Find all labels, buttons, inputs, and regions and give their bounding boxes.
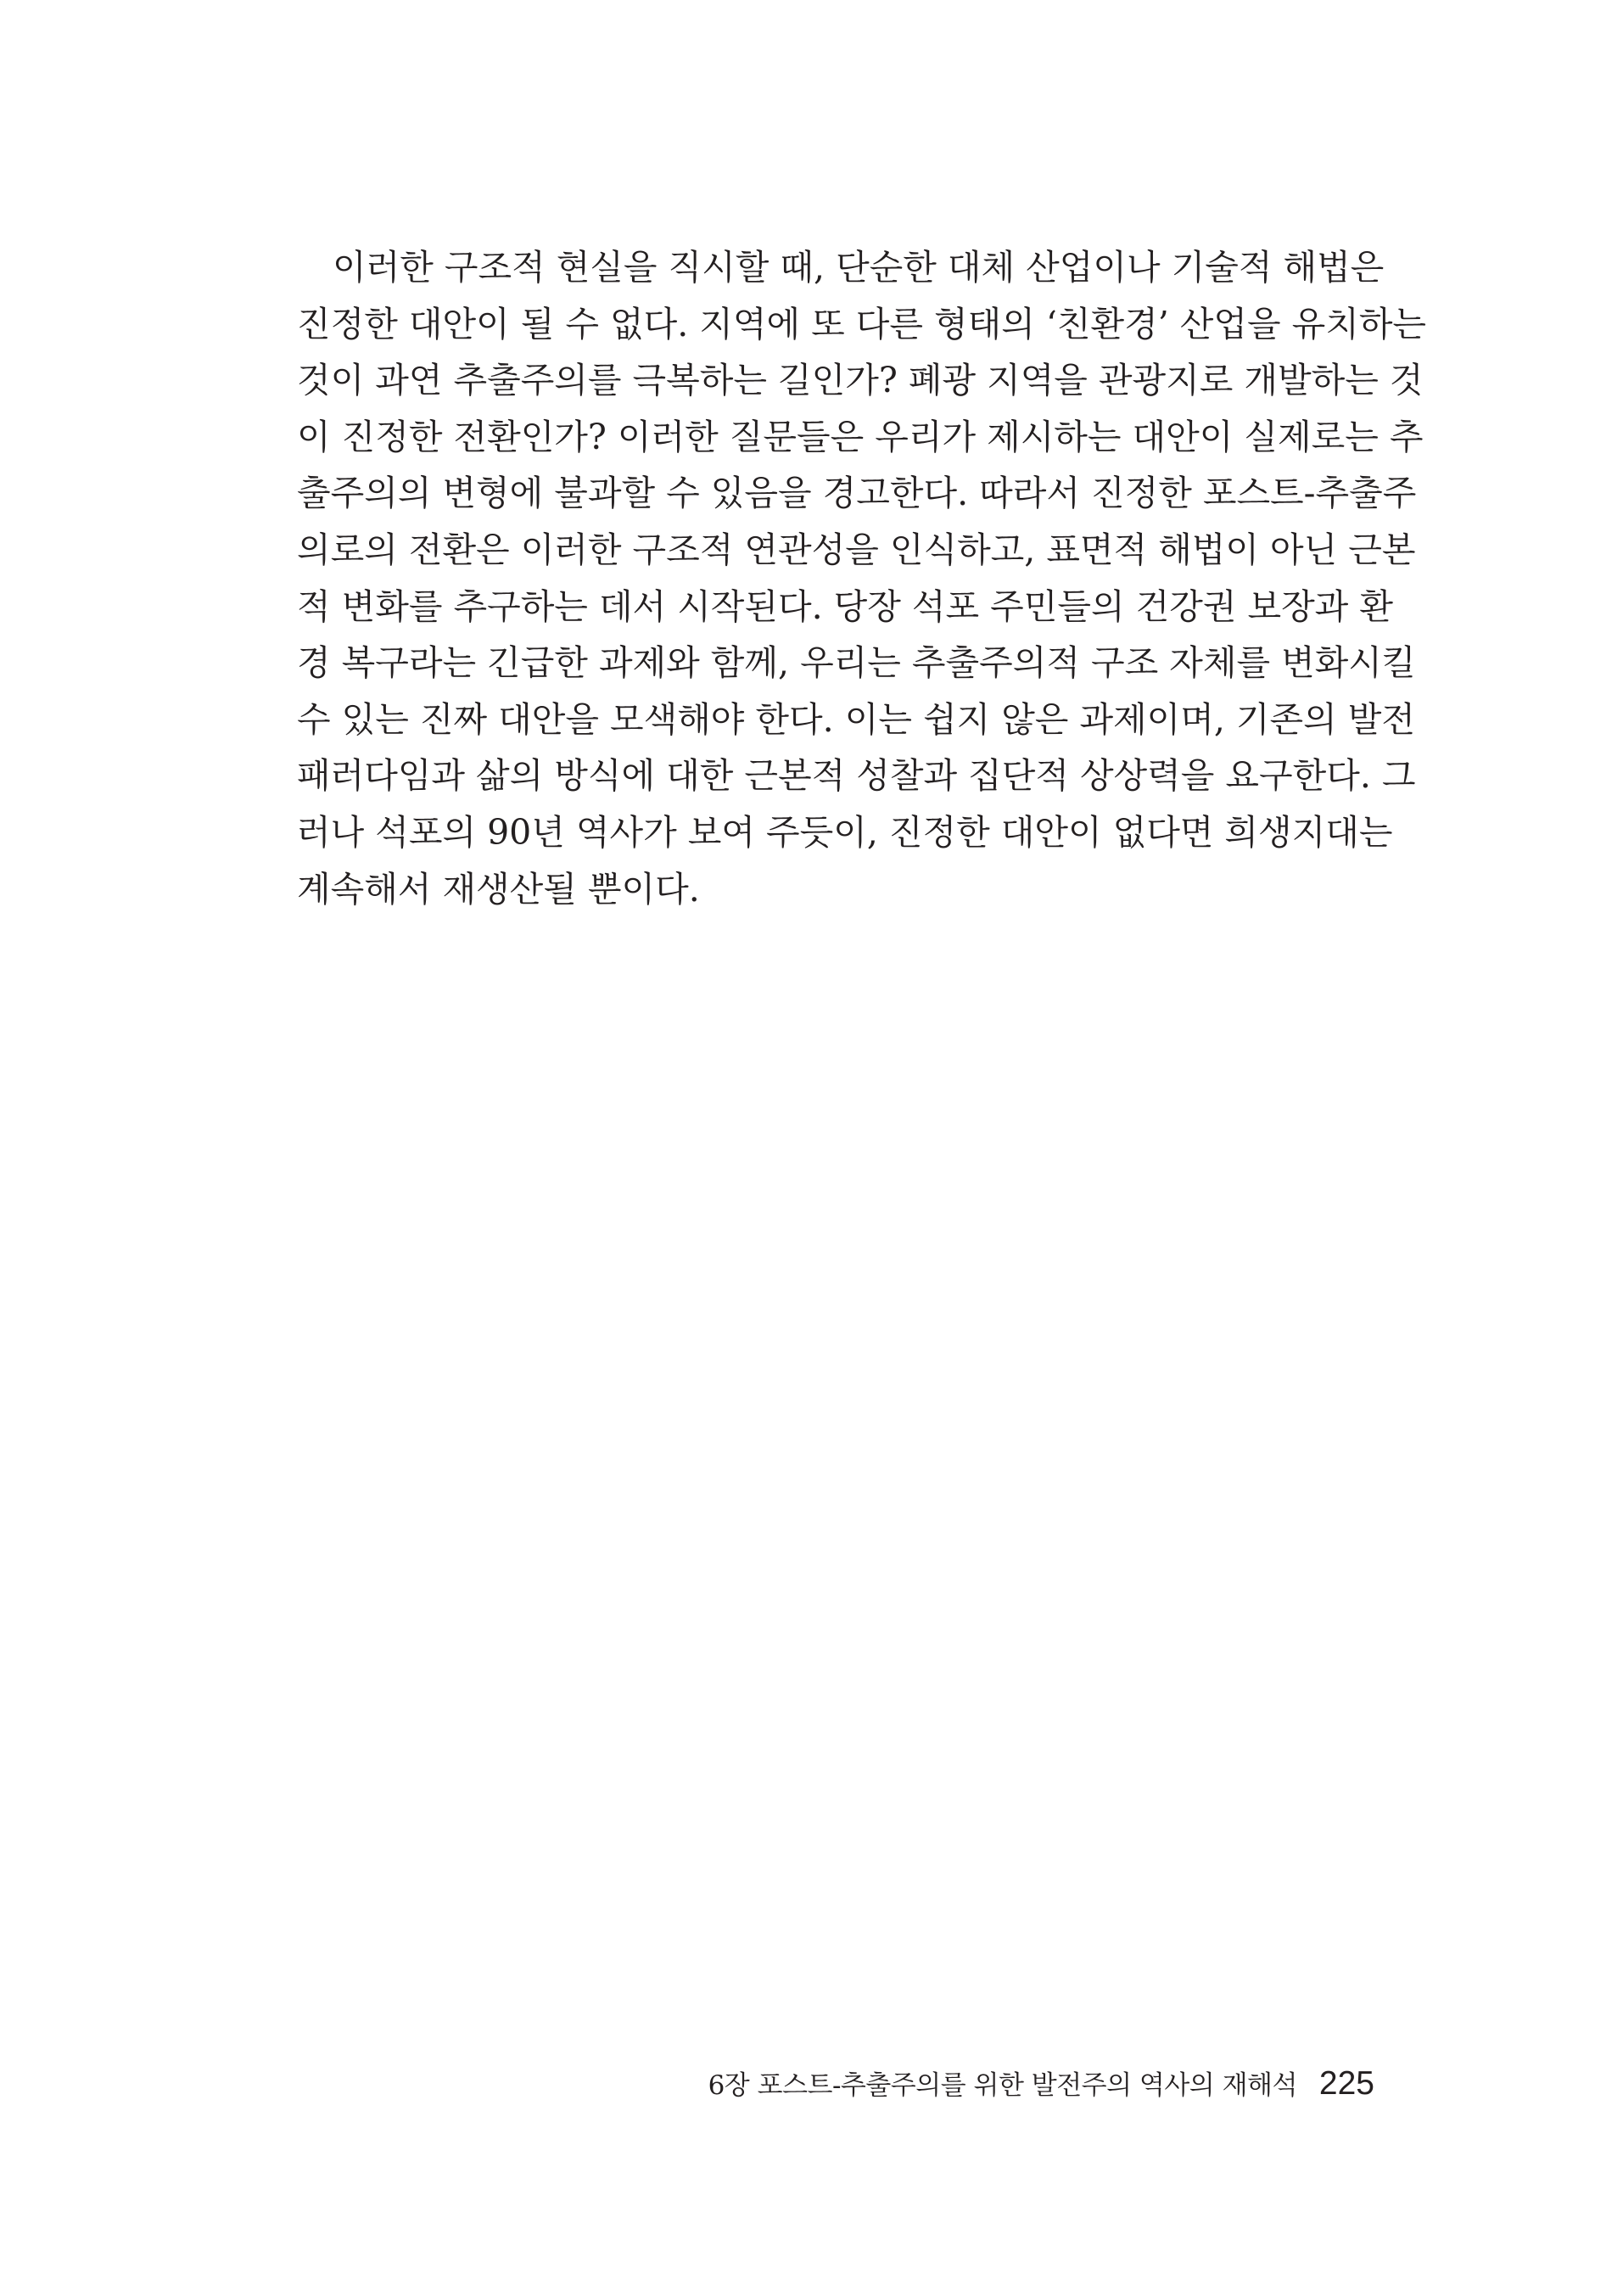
paragraph-line: 패러다임과 삶의 방식에 대한 근본적 성찰과 집단적 상상력을 요구한다. 그	[297, 755, 1416, 797]
body-paragraph	[297, 239, 1427, 917]
paragraph-line: 것이 과연 추출주의를 극복하는 길인가? 폐광 지역을 관광지로 개발하는 것	[297, 360, 1424, 401]
paragraph-line: 이러한 구조적 현실을 직시할 때, 단순한 대체 산업이나 기술적 해법은	[333, 247, 1385, 288]
paragraph-line: 경 복구라는 긴급한 과제와 함께, 우리는 추출주의적 구조 자체를 변화시킬	[297, 642, 1416, 684]
page-footer	[594, 2064, 1374, 2103]
paragraph-line: 러나 석포의 90년 역사가 보여 주듯이, 진정한 대안이 없다면 희생지대는	[297, 811, 1393, 853]
paragraph-line: 적 변화를 추구하는 데서 시작된다. 당장 석포 주민들의 건강권 보장과 환	[297, 585, 1393, 627]
running-head: 6장 포스트-추출주의를 위한 발전주의 역사의 재해석	[708, 2070, 1297, 2101]
paragraph-line: 이 진정한 전환인가? 이러한 질문들은 우리가 제시하는 대안이 실제로는 추	[297, 416, 1424, 457]
paragraph-line: 진정한 대안이 될 수 없다. 지역에 또 다른 형태의 ‘친환경’ 산업을 유치하는	[297, 303, 1427, 344]
page-number: 225	[1318, 2065, 1374, 2102]
paragraph-line: 계속해서 재생산될 뿐이다.	[297, 868, 700, 910]
paragraph-line: 의로의 전환은 이러한 구조적 연관성을 인식하고, 표면적 해법이 아닌 근본	[297, 529, 1416, 570]
paragraph-line: 출주의의 변형에 불과할 수 있음을 경고한다. 따라서 진정한 포스트-추출주	[297, 473, 1417, 514]
paragraph-line: 수 있는 진짜 대안을 모색해야 한다. 이는 쉽지 않은 과제이며, 기존의 발전	[297, 698, 1415, 740]
